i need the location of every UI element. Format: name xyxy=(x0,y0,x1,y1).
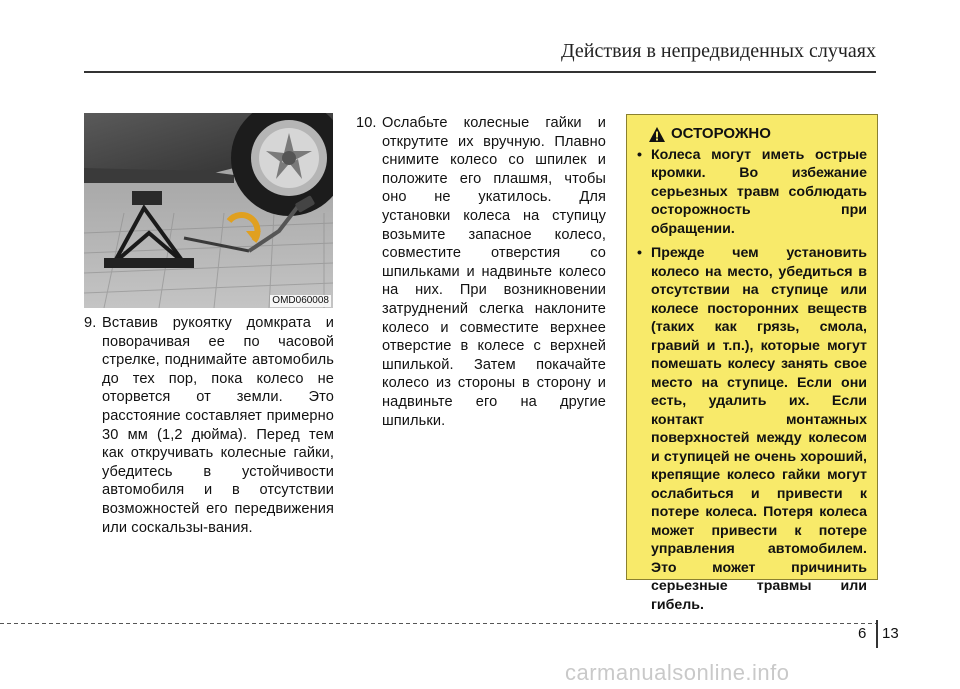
step-9 xyxy=(84,314,334,537)
step-number: 9. xyxy=(84,315,97,331)
page-header-title: Действия в непредвиденных случаях xyxy=(561,40,876,62)
warning-item-text: Колеса могут иметь острые кромки. Во избежание серьезных травм соблюдать осторожность при обращении. xyxy=(651,146,867,237)
bullet: • xyxy=(637,146,642,163)
warning-item xyxy=(637,146,867,239)
warning-box xyxy=(626,114,878,613)
footer-divider xyxy=(876,620,878,648)
jack-photo-graphic xyxy=(84,113,333,308)
photo-code-label: OMD060008 xyxy=(272,295,329,306)
bullet: • xyxy=(637,245,642,261)
footer-rule xyxy=(0,623,876,624)
step-number: 10. xyxy=(356,115,377,131)
step-text: Вставив рукоятку домкрата и поворачивая ее по часовой стрелке, поднимайте автомобиль до тех пор, пока колесо не оторвется от земли. Это расстояние составляет примерно 30 мм (1,2 дюйма). Перед тем как откручивать колесные гайки, убедитесь в устойчивости автомобиля и в отсутствии возможностей его передвижения или соскальзы-вания. xyxy=(102,315,334,536)
step-10 xyxy=(356,114,606,430)
warning-title: ОСТОРОЖНО xyxy=(671,125,771,142)
watermark: carmanualsonline.info xyxy=(565,660,790,685)
warning-item-text: Прежде чем установить колесо на место, убедиться в отсутствии на ступице или колесе посторонних веществ (таких как грязь, смола, гравий и т.п.), которые могут помешать колесу занять свое место на ступице. Если они есть, удалить их. Если контакт монтажных поверхностей между колесом и ступицей не очень хороший, крепящие колесо гайки могут ослабиться и привести к потере колеса. Потеря колеса может привести к потере управления автомобилем. Это может причинить серьезные травмы или гибель. xyxy=(651,245,867,613)
chapter-number: 6 xyxy=(858,625,867,642)
warning-item xyxy=(637,244,867,614)
jack-illustration xyxy=(84,113,333,308)
warning-heading xyxy=(649,125,867,144)
header-rule xyxy=(84,71,876,73)
step-text: Ослабьте колесные гайки и открутите их вручную. Плавно снимите колесо со шпилек и положите его плашмя, чтобы оно не укатилось. Для установки колеса на ступицу возьмите запасное колесо, совместите отверстия со шпильками и надвиньте колесо на них. При возникновении затруднений слегка наклоните колесо и совместите верхнее отверстие в колесе с верхней шпилькой. Затем покачайте колесо из стороны в сторону и надвиньте его на другие шпильки. xyxy=(382,115,606,429)
page-number: 13 xyxy=(882,625,899,642)
warning-triangle-icon xyxy=(649,127,665,142)
